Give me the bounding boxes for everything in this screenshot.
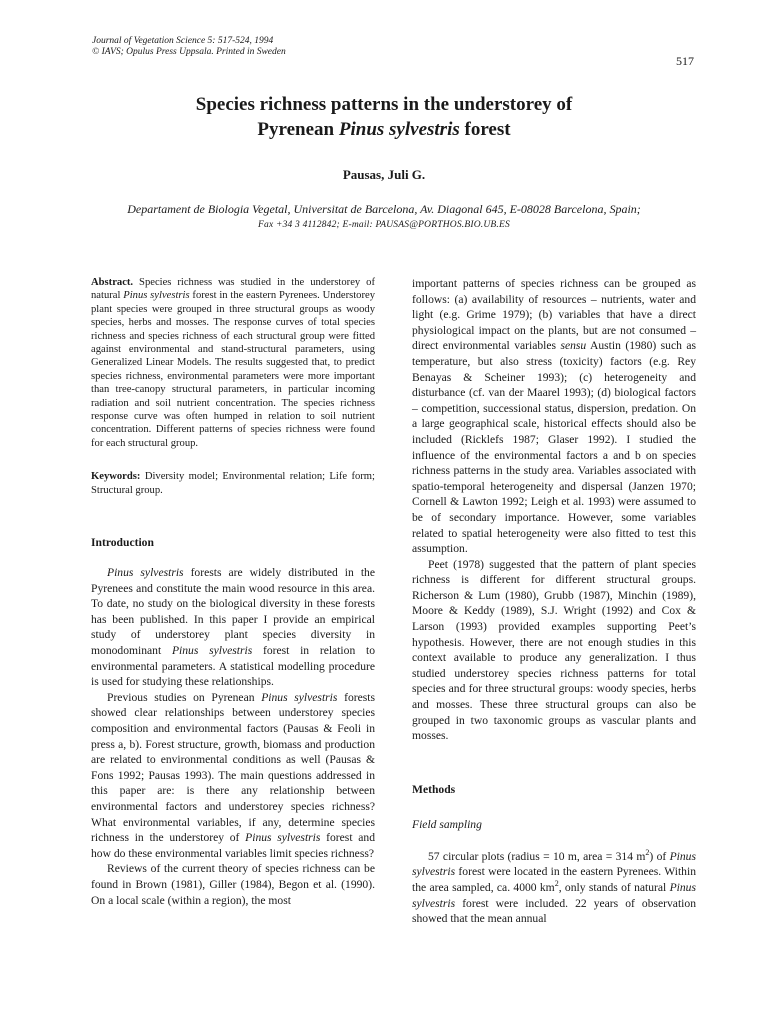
paragraph-text: forest and how do these environmental variables limit species richness? (91, 831, 375, 860)
journal-line-1: Journal of Vegetation Science 5: 517-524, 1994 (92, 36, 274, 46)
keywords-label: Keywords: (91, 471, 141, 483)
paragraph-text: forest in relation to environmental parameters. A statistical modelling procedure is used for studying these relationships. (91, 644, 375, 689)
intro-paragraph-2 (91, 690, 375, 862)
right-column (412, 276, 696, 927)
title-suffix: forest (459, 119, 511, 140)
paragraph-text: forest were included. 22 years of observation showed that the mean annual (412, 896, 696, 926)
intro-paragraph-1 (91, 565, 375, 690)
paragraph-text: Austin (1980) such as temperature, but also stress (toxicity) factors (e.g. Rey Benayas & Scheiner 1993); (c) heterogeneity and disturbance (cf. van der Maarel 1993); (d) biological factors – competition, successional status, dispersion, predation. On a large geographical scale, historical effects should also be included (Ricklefs 1987; Glaser 1992). I studied the influence of the environmental factors a and b on species richness patterns in the study area. Variables associated with spatio-temporal heterogeneity and dispersal (Janzen 1970; Cornell & Lawton 1992; Leigh et al. 1993) were assumed to be of secondary importance. However, some variables related to spatial heterogeneity were also fitted to test this assumption. (412, 339, 696, 556)
paragraph-text: Previous studies on Pyrenean (107, 690, 262, 704)
methods-paragraph-1 (412, 849, 696, 927)
left-column (91, 276, 375, 908)
journal-citation (92, 36, 286, 58)
intro-paragraph-continued (412, 276, 696, 557)
title-line-1: Species richness patterns in the understorey of (195, 94, 573, 115)
latin-term: sensu (560, 339, 587, 353)
species-name: Pinus sylvestris (412, 849, 696, 879)
keywords (91, 470, 375, 497)
paragraph-text: forests showed clear relationships between understorey species composition and environmental factors (Pausas & Feoli in press a, b). Forest structure, growth, biomass and production are related to environmental conditions as well (Pausas & Fons 1992; Pausas 1993). The main questions addressed in this paper are: is there any relationship between environmental factors and understorey species richness? What environmental variables, if any, determine species richness in the understorey of (91, 690, 375, 845)
methods-heading: Methods (412, 782, 456, 796)
title-line-2 (0, 117, 768, 142)
paragraph-text: ) of (649, 849, 670, 863)
superscript: 2 (645, 847, 650, 857)
author-name: Pausas, Juli G. (342, 167, 426, 182)
paragraph-text: forest were located in the eastern Pyrenees. Within the area sampled, ca. 4000 km (412, 865, 696, 894)
paragraph-text: 57 circular plots (radius = 10 m, area = 314 m (428, 849, 646, 863)
abstract-text: forest in the eastern Pyrenees. Understorey plant species were grouped in three structural groups as woody species, herbs and mosses. The response curves of total species richness and species richness of each structural group were fitted against environmental and stand-structural parameters, using Generalized Linear Models. The results suggested that, to predict species richness, environmental parameters were more important than tree-canopy structural parameters, in particular incoming radiation and soil nutrient concentration. The species richness response curve was often humped in relation to soil nutrient concentration. Different patterns of species richness were found for each structural group. (91, 290, 376, 449)
title-species: Pinus sylvestris (338, 119, 460, 140)
title-prefix: Pyrenean (257, 119, 339, 140)
superscript: 2 (554, 879, 559, 889)
species-name: Pinus sylvestris (412, 881, 696, 910)
abstract-label: Abstract. (91, 277, 134, 288)
abstract-text: Species richness was studied in the understorey of natural (91, 277, 375, 302)
abstract (91, 276, 375, 450)
journal-line-2: © IAVS; Opulus Press Uppsala. Printed in Sweden (92, 47, 286, 57)
paragraph-text: forests are widely distributed in the Pyrenees and constitute the main wood resource in this area. To date, no study on the biological diversity in these forests has been published. In this paper I provide an empirical study of understorey plant species diversity in monodominant (91, 566, 375, 658)
species-name: Pinus sylvestris (171, 644, 253, 658)
intro-paragraph-peet: Peet (1978) suggested that the pattern of plant species richness is different for different structural groups. Richerson & Lum (1980), Grubb (1987), Minchin (1989), Moore & Keddy (1989), S.J. Wright (1992) and Cox & Larson (1993) provided examples supporting Peet’s hypothesis. However, there are not enough studies in this context available to produce any generalization. I thus studied understorey species richness patterns for total species and for three structural groups: woody species, herbs and mosses. These three structural groups can also be grouped in two taxonomic groups as vascular plants and mosses. (412, 557, 696, 743)
keywords-text: Diversity model; Environmental relation; Life form; Structural group. (91, 471, 375, 496)
species-name: Pinus sylvestris (107, 566, 184, 580)
intro-paragraph-3: Reviews of the current theory of species richness can be found in Brown (1981), Giller (1984), Begon et al. (1990). On a local scale (within a region), the most (91, 862, 375, 907)
author-contact: Fax +34 3 4112842; E-mail: PAUSAS@PORTHOS.BIO.UB.ES (258, 220, 510, 230)
page-number: 517 (676, 54, 694, 68)
author-affiliation: Departament de Biologia Vegetal, Universitat de Barcelona, Av. Diagonal 645, E-08028 Barcelona, Spain; (127, 202, 641, 216)
field-sampling-heading: Field sampling (412, 817, 482, 831)
abstract-species: Pinus sylvestris (123, 290, 190, 302)
paper-title (0, 92, 768, 142)
species-name: Pinus sylvestris (245, 831, 321, 845)
paragraph-text: , only stands of natural (558, 881, 670, 894)
paragraph-text: important patterns of species richness can be grouped as follows: (a) availability of resources – nutrients, water and light (e.g. Grime 1979); (b) variables that have a direct physiological impact on the plants, but are not consumed – direct environmental variables (412, 277, 696, 353)
introduction-heading: Introduction (91, 536, 154, 550)
species-name: Pinus sylvestris (261, 690, 338, 704)
